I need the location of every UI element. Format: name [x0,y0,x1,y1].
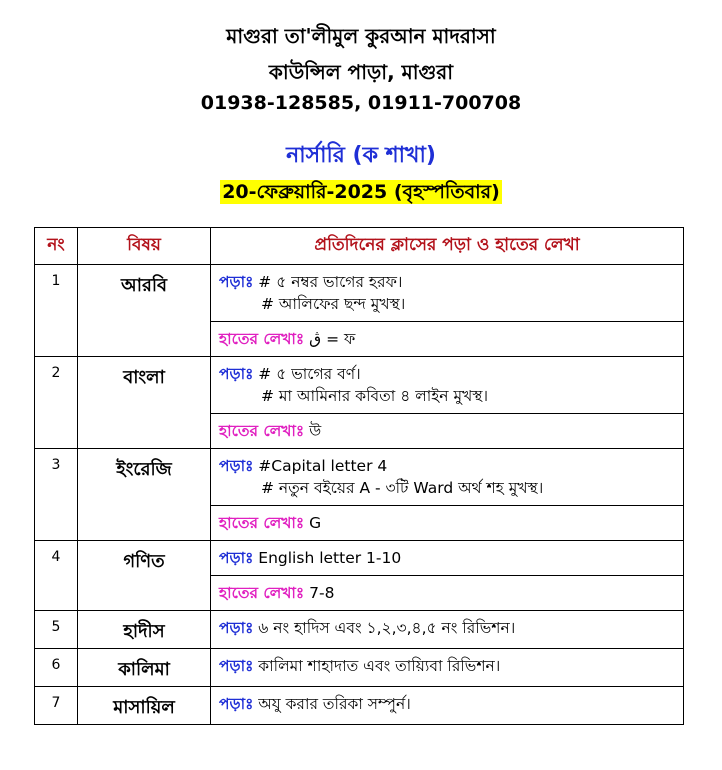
row-subject: গণিত [78,541,211,611]
reading-text: # নতুন বইয়ের A - ৩টি Ward অর্থ শহ মুখস্থ। [261,479,544,497]
reading-cell [211,649,684,687]
reading-text: ৬ নং হাদিস এবং ১,২,৩,৪,৫ নং রিভিশন। [258,619,516,637]
row-number: 3 [35,449,78,541]
writing-text: ڨ = ফ [309,330,356,348]
row-number: 1 [35,265,78,357]
reading-label: পড়াঃ [219,457,254,475]
reading-line [219,693,675,715]
reading-line [219,455,675,477]
row-number: 5 [35,611,78,649]
reading-cell [211,687,684,725]
date-highlight: 20-ফেব্রুয়ারি-2025 (বৃহস্পতিবার) [222,181,500,203]
reading-label: পড়াঃ [219,549,254,567]
reading-text: কালিমা শাহাদাত এবং তায়্যিবা রিভিশন। [258,657,501,675]
header-subject: বিষয় [78,228,211,265]
writing-label: হাতের লেখাঃ [219,514,305,532]
reading-label: পড়াঃ [219,619,254,637]
table-row [35,649,684,687]
row-subject: আরবি [78,265,211,357]
reading-label: পড়াঃ [219,273,254,291]
writing-label: হাতের লেখাঃ [219,422,305,440]
table-header-row [35,228,684,265]
writing-cell [211,576,684,611]
reading-line [219,547,675,569]
reading-label: পড়াঃ [219,365,254,383]
row-number: 6 [35,649,78,687]
reading-line [219,655,675,677]
writing-text: 7-8 [309,584,335,602]
reading-label: পড়াঃ [219,695,254,713]
writing-label: হাতের লেখাঃ [219,584,305,602]
reading-line [219,477,675,499]
reading-line [219,271,675,293]
reading-line [219,385,675,407]
row-subject: বাংলা [78,357,211,449]
date-line [0,178,722,210]
table-row [35,449,684,506]
reading-text: অযু করার তরিকা সম্পুর্ন। [258,695,411,713]
reading-line [219,363,675,385]
reading-cell [211,357,684,414]
reading-line [219,617,675,639]
phone-numbers: 01938-128585, 01911-700708 [200,92,522,114]
school-address: কাউন্সিল পাড়া, মাগুরা [268,60,454,84]
reading-text: # ৫ নম্বর ভাগের হরফ। [258,273,403,291]
header-number: নং [35,228,78,265]
row-subject: কালিমা [78,649,211,687]
row-number: 2 [35,357,78,449]
reading-cell [211,611,684,649]
lesson-table [34,227,684,725]
table-row [35,265,684,322]
row-number: 4 [35,541,78,611]
table-row [35,541,684,576]
writing-label: হাতের লেখাঃ [219,330,305,348]
table-row [35,687,684,725]
table-row [35,357,684,414]
row-subject: হাদীস [78,611,211,649]
writing-cell [211,322,684,357]
reading-text: # ৫ ভাগের বর্ণ। [258,365,361,383]
reading-cell [211,265,684,322]
school-name: মাগুরা তা'লীমুল কুরআন মাদরাসা [226,24,496,48]
header-lesson: প্রতিদিনের ক্লাসের পড়া ও হাতের লেখা [211,228,684,265]
reading-text: #Capital letter 4 [258,457,388,475]
row-subject: মাসায়িল [78,687,211,725]
reading-text: # মা আমিনার কবিতা ৪ লাইন মুখস্থ। [261,387,489,405]
reading-text: # আলিফের ছন্দ মুখস্থ। [261,295,406,313]
writing-text: G [309,514,322,532]
table-row [35,611,684,649]
row-subject: ইংরেজি [78,449,211,541]
reading-cell [211,449,684,506]
reading-label: পড়াঃ [219,657,254,675]
writing-text: উ [309,422,322,440]
reading-text: English letter 1-10 [258,549,402,567]
row-number: 7 [35,687,78,725]
table-body [35,265,684,725]
reading-line [219,293,675,315]
writing-cell [211,506,684,541]
class-title: নার্সারি (ক শাখা) [286,143,436,168]
reading-cell [211,541,684,576]
writing-cell [211,414,684,449]
